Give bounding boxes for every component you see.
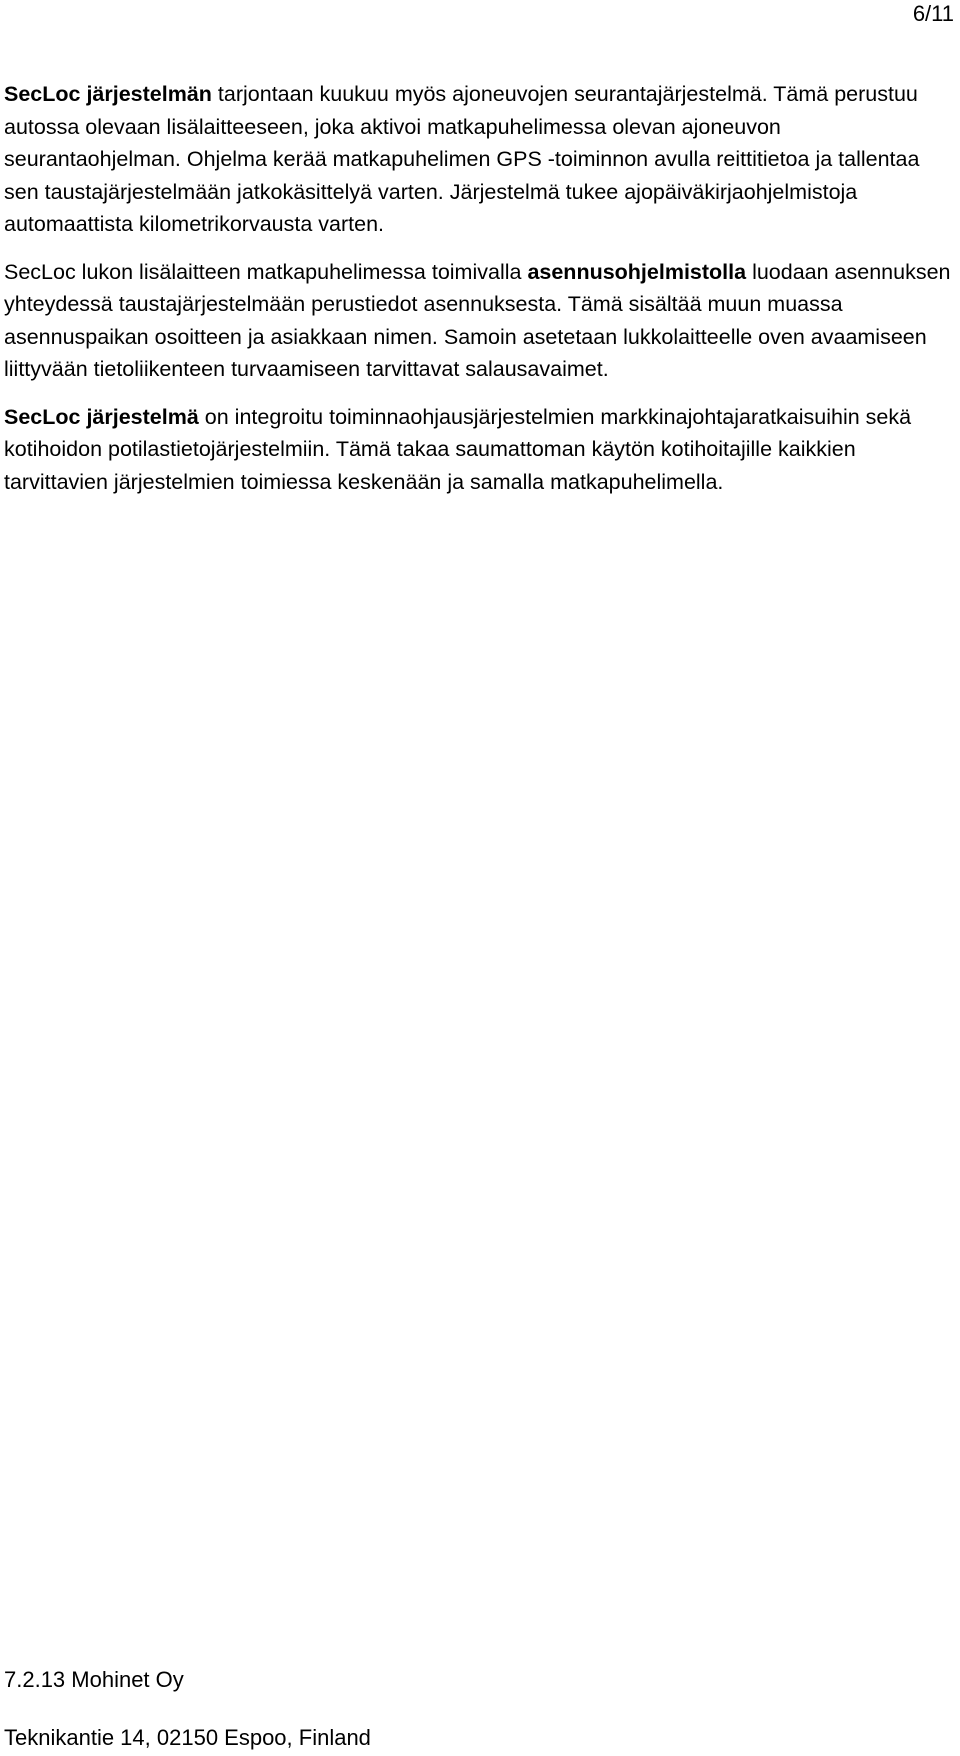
emphasis-term: asennusohjelmistolla — [527, 259, 747, 284]
paragraph-text: SecLoc lukon lisälaitteen matkapuhelimessa toimivalla — [4, 259, 528, 284]
paragraph-text: tarjontaan kuukuu myös ajoneuvojen seurantajärjestelmä. Tämä perustuu autossa olevaan lisälaitteeseen, joka aktivoi matkapuhelimessa olevan ajoneuvon seurantaohjelman. Ohjelma kerää matkapuhelimen GPS -toiminnon avulla reittitietoa ja tallentaa sen taustajärjestelmään jatkokäsittelyä varten. Järjestelmä tukee ajopäiväkirjaohjelmistoja automaattista kilometrikorvausta varten. — [4, 82, 920, 236]
product-name: SecLoc järjestelmän — [4, 82, 212, 106]
paragraph-installation-software — [4, 256, 956, 386]
page-number: 6/11 — [912, 1, 954, 26]
paragraph-vehicle-tracking — [4, 78, 956, 241]
paragraph-integration — [4, 401, 956, 499]
footer-date-company: 7.2.13 Mohinet Oy — [4, 1667, 184, 1692]
document-body — [4, 78, 956, 513]
paragraph-text: on integroitu toiminnaohjausjärjestelmien markkinajohtajaratkaisuihin sekä kotihoidon potilastietojärjestelmiin. Tämä takaa saumattoman käytön kotihoitajille kaikkien tarvittavien järjestelmien toimiessa keskenään ja samalla matkapuhelimella. — [4, 404, 912, 494]
footer-address: Teknikantie 14, 02150 Espoo, Finland — [4, 1725, 371, 1750]
product-name: SecLoc järjestelmä — [4, 404, 199, 429]
paragraph-text: luodaan asennuksen yhteydessä taustajärjestelmään perustiedot asennuksesta. Tämä sisältää muun muassa asennuspaikan osoitteen ja asiakkaan nimen. Samoin asetetaan lukkolaitteelle oven avaamiseen liittyvään tietoliikenteen turvaamiseen tarvittavat salausavaimet. — [4, 259, 951, 381]
